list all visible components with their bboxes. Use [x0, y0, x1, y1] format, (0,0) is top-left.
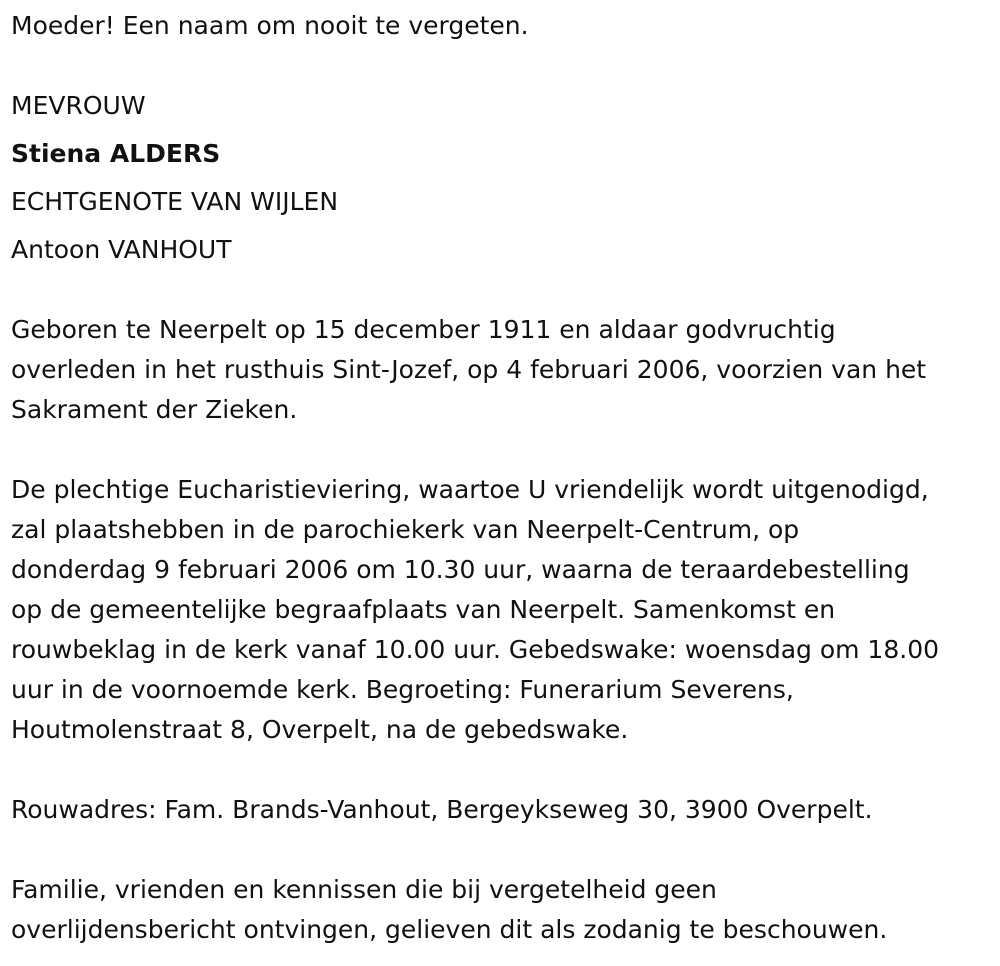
ceremony-line: op de gemeentelijke begraafplaats van Neerpelt. Samenkomst en [11, 595, 836, 624]
ceremony-line: rouwbeklag in de kerk vanaf 10.00 uur. Gebedswake: woensdag om 18.00 [11, 635, 940, 664]
birth-death-line: overleden in het rusthuis Sint-Jozef, op 4 februari 2006, voorzien van het [11, 355, 927, 384]
ceremony-line: Houtmolenstraat 8, Overpelt, na de gebedswake. [11, 715, 629, 744]
deceased-name: Stiena ALDERS [11, 139, 221, 168]
birth-death-paragraph [11, 310, 991, 430]
motto-line: Moeder! Een naam om nooit te vergeten. [11, 11, 529, 40]
birth-death-line: Geboren te Neerpelt op 15 december 1911 en aldaar godvruchtig [11, 315, 836, 344]
spouse-name: Antoon VANHOUT [11, 235, 232, 264]
ceremony-paragraph [11, 470, 991, 750]
mourning-address: Rouwadres: Fam. Brands-Vanhout, Bergeykseweg 30, 3900 Overpelt. [11, 795, 873, 824]
closing-line: overlijdensbericht ontvingen, gelieven dit als zodanig te beschouwen. [11, 915, 888, 944]
relation-line: ECHTGENOTE VAN WIJLEN [11, 187, 339, 216]
ceremony-line: De plechtige Eucharistieviering, waartoe U vriendelijk wordt uitgenodigd, [11, 475, 929, 504]
closing-line: Familie, vrienden en kennissen die bij vergetelheid geen [11, 875, 717, 904]
ceremony-line: uur in de voornoemde kerk. Begroeting: Funerarium Severens, [11, 675, 794, 704]
ceremony-line: zal plaatshebben in de parochiekerk van Neerpelt-Centrum, op [11, 515, 800, 544]
birth-death-line: Sakrament der Zieken. [11, 395, 298, 424]
closing-paragraph [11, 870, 991, 950]
title-prefix: MEVROUW [11, 91, 146, 120]
ceremony-line: donderdag 9 februari 2006 om 10.30 uur, waarna de teraardebestelling [11, 555, 910, 584]
